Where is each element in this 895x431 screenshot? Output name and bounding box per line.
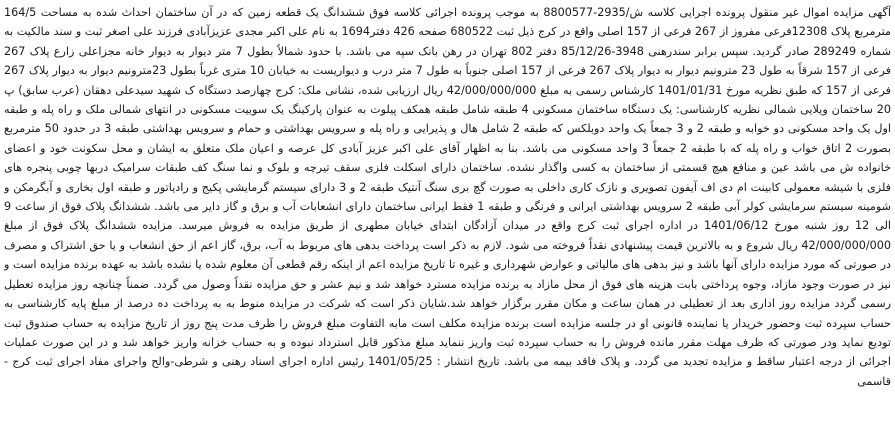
auction-notice xyxy=(4,3,891,428)
notice-body-text: آگهی مزایده اموال غیر منقول پرونده اجرایی کلاسه ش/2935-8800577 به موجب پرونده اجرائی کلاسه فوق ششدانگ یک قطعه زمین که در آن ساختمان احداث شده به مساحت 164/5 مترمربع پلاک 12308فرعی مفروز از 267 فرعی از 157 اصلی واقع در کرج ذیل ثبت 680522 صفحه 426 دفتر1694 به نام علی اکبر مجدی عزیزآبادی فرزند علی اصغر ثبت و سند مالکیت به شماره 289249 صادر گردید. سپس برابر سندرهنی 3948-85/12/26 دفتر 802 تهران در رهن بانک سپه می باشد. با حدود شمالاً بطول 7 متر دیوار به دیوار خانه مجزاعلی زارع پلاک 267 فرعی از 157 شرقاً به طول 23 مترونیم دیوار به دیوار پلاک 267 فرعی از 157 اصلی جنوباً به طول 7 متر درب و دیواریست به خیابان 10 متری غرباً بطول 23مترونیم دیوار به دیوار پلاک 267 فرعی از 157 که طبق نظریه مورخ 1401/01/31 کارشناس رسمی به مبلغ 42/000/000/000 ریال ارزیابی شده، نشانی ملک: کرج چهارصد دستگاه ک شهید سیدعلی دهقان (عرب سابق) پ 20 ساختمان ویلایی شمالی نظریه کارشناسی: یک دستگاه ساختمان مسکونی 4 طبقه شامل طبقه همکف پیلوت به عنوان پارکینگ یک سوییت مسکونی در انتهای شمالی ملک و راه پله و طبقه اول یک واحد مسکونی دو خوابه و طبقه 2 و 3 جمعاً یک واحد دوبلکس که طبقه 2 شامل هال و پذیرایی و راه پله و سرویس بهداشتی و حمام و سرویس بهداشتی طبقه 3 در حدود 50 مترمربع بصورت 2 اتاق خواب و راه پله که با طبقه 2 جمعاً 3 واحد مسکونی می باشد. بنا به اظهار آقای علی اکبر عزیز آبادی کل عرصه و اعیان ملک متعلق به ایشان و محل سکونت خود و اعضای خانواده ش می باشد عین و منافع هیچ قسمتی از ساختمان به کسی واگذار نشده. ساختمان دارای اسکلت فلزی سقف تیرچه و بلوک و نما سنگ کف طبقات سرامیک دربها چوبی پنجره های فلزی با شیشه معمولی کابینت ام دی اف آیفون تصویری و نازک کاری داخلی به صورت گچ بری سنگ آنتیک طبقه 2 و 3 دارای سیستم گرمایشی پکیج و رادیاتور و طبقه اول بخاری و آبگرمکن و شومینه سیستم سرمایشی کولر آبی طبقه 2 سرویس بهداشتی ایرانی و فرنگی و طبقه 1 فقط ایرانی ساختمان دارای انشعابات آب و برق و گاز دایر می باشد. ششدانگ پلاک فوق از ساعت 9 الی 12 روز شنبه مورخ 1401/06/12 در اداره اجرای ثبت کرج واقع در میدان آزادگان ابتدای خیابان مطهری از طریق مزایده به فروش میرسد. مزایده ششدانگ پلاک فوق از مبلغ 42/000/000/000 ریال شروع و به بالاترین قیمت پیشنهادی نقداً فروخته می شود. لازم به ذکر است پرداخت بدهی های مربوط به آب، برق، گاز اعم از حق انشعاب و یا حق اشتراک و مصرف در صورتی که مورد مزایده دارای آنها باشد و نیز بدهی های مالیاتی و عوارض شهرداری و غیره تا تاریخ مزایده اعم از اینکه رقم قطعی آن معلوم شده یا نشده باشد به عهده برنده مزایده است و نیز در صورت وجود مازاد، وجوه پرداختی بابت هزینه های فوق از محل مازاد به برنده مزایده مسترد خواهد شد و نیم عشر و حق مزایده نقداً وصول می گردد. ضمناً چنانچه روز مزایده تعطیل رسمی گردد مزایده روز اداری بعد از تعطیلی در همان ساعت و مکان مقرر برگزار خواهد شد.شایان ذکر است که شرکت در مزایده منوط به به پرداخت ده درصد از مبلغ پایه کارشناسی به حساب سپرده ثبت وحضور خریدار یا نماینده قانونی او در جلسه مزایده است برنده مزایده مکلف است مابه التفاوت مبلغ فروش را ظرف مدت پنج روز از تاریخ مزایده به حساب صندوق ثبت تودیع نماید ودر صورتی که ظرف مهلت مقرر مانده فروش را به حساب سپرده ثبت واریز ننماید مبلغ مذکور قابل استرداد نبوده و به حساب خزانه واریز خواهد شد و در این صورت عملیات اجرائی از درجه اعتبار ساقط و مزایده تجدید می گردد. و پلاک فاقد بیمه می باشد. تاریخ انتشار : 1401/05/25 رئیس اداره اجرای اسناد رهنی و شرطی-والح واجرای مفاد اجرای ثبت کرج - قاسمی xyxy=(4,6,891,388)
